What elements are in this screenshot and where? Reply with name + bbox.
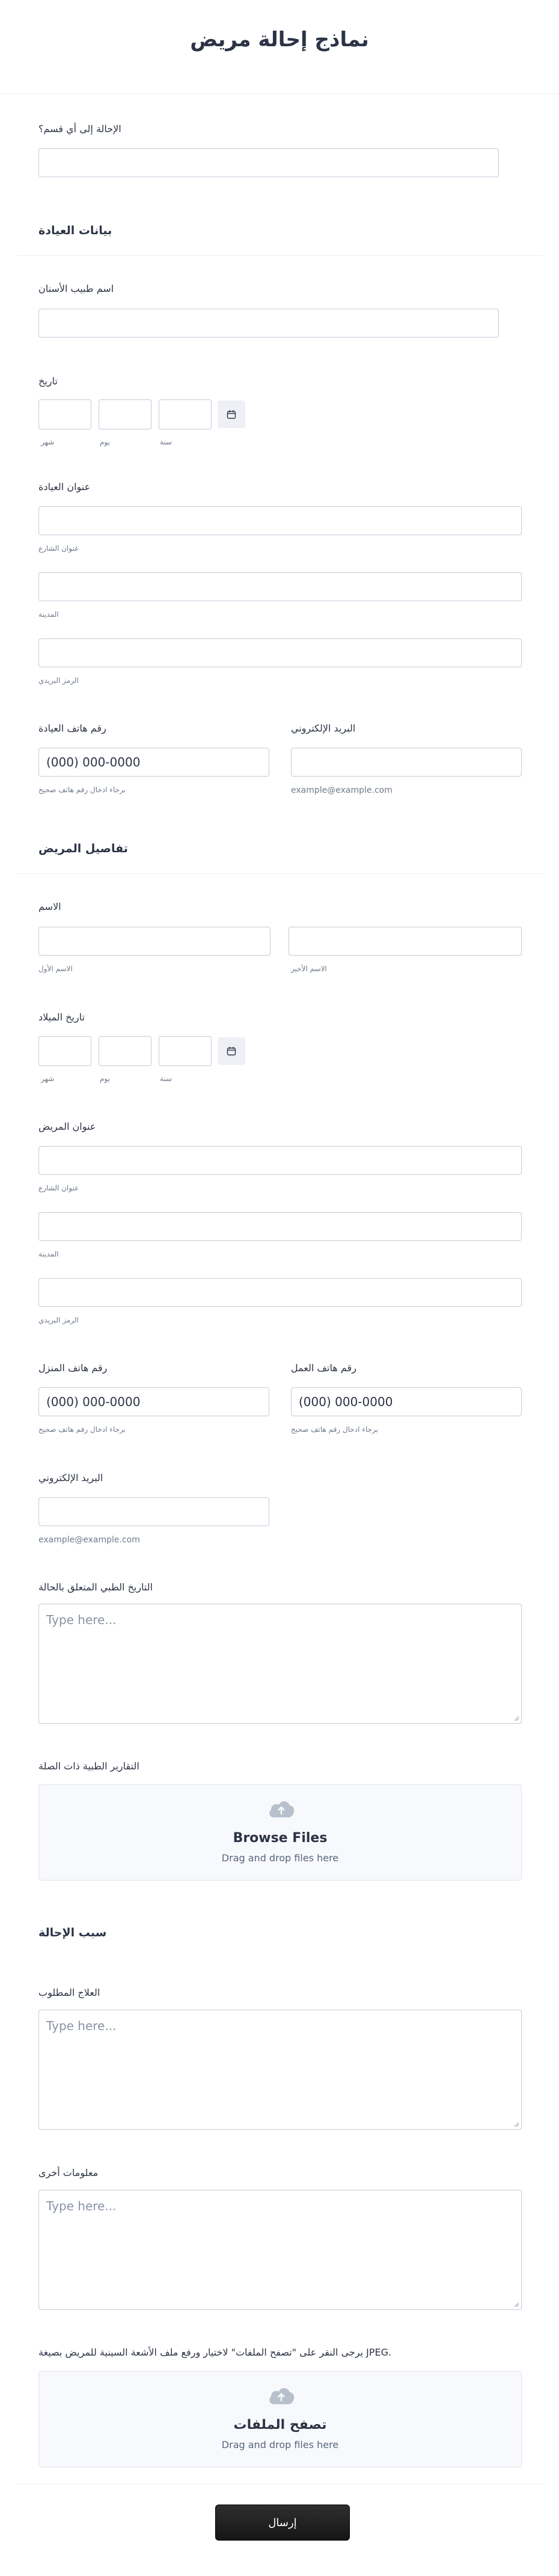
xray-upload-subtitle: Drag and drop files here [221,2439,339,2450]
patient-email-input[interactable] [38,1497,269,1526]
work-phone-sublabel: برجاء ادخال رقم هاتف صحيح [291,1425,378,1434]
patient-section-title: تفاصيل المريض [38,842,128,855]
medical-reports-label: التقارير الطبية ذات الصلة [38,1760,139,1772]
patient-email-label: البريد الإلكتروني [38,1472,103,1483]
medical-reports-upload-title: Browse Files [233,1831,328,1846]
clinic-address-label: عنوان العيادة [38,481,91,492]
referral-to-input[interactable] [38,148,499,177]
other-info-placeholder: Type here... [46,2199,117,2213]
cloud-upload-icon [267,1798,295,1819]
requested-treatment-placeholder: Type here... [46,2019,117,2033]
clinic-date-day-sublabel: يوم [100,438,110,446]
clinic-date-label: تاريخ [38,375,58,387]
clinic-date-month-sublabel: شهر [41,438,55,446]
form-header [0,0,559,94]
medical-reports-upload-subtitle: Drag and drop files here [221,1852,339,1864]
clinic-date-year-sublabel: سنة [160,438,173,446]
clinic-section-title: بيانات العيادة [38,224,112,237]
xray-upload-label: يرجى النقر على "تصفح الملفات" لاختيار ورفع ملف الأشعة السينية للمريض بصيغة JPEG. [38,2347,392,2358]
clinic-date-day-input[interactable] [99,399,151,429]
dob-year-input[interactable] [159,1036,212,1066]
form-title: نماذج إحالة مريض [190,28,369,52]
medical-history-placeholder: Type here... [46,1613,117,1627]
reason-section-title: سبب الإحالة [38,1926,107,1939]
work-phone-input[interactable]: (000) 000-0000 [291,1387,522,1416]
dob-label: تاريخ الميلاد [38,1011,85,1023]
medical-reports-upload[interactable] [38,1784,522,1880]
dob-day-input[interactable] [99,1036,151,1066]
patient-section-divider [17,873,542,874]
other-info-textarea[interactable] [38,2190,522,2310]
patient-email-sublabel: example@example.com [38,1535,140,1545]
cloud-upload-icon [267,2385,295,2405]
patient-zip-sublabel: الرمز البريدي [38,1316,79,1324]
dob-day-sublabel: يوم [100,1074,110,1083]
clinic-email-label: البريد الإلكتروني [291,723,356,734]
patient-first-name-sublabel: الاسم الأول [38,965,73,973]
patient-city-input[interactable] [38,1212,522,1241]
clinic-phone-sublabel: برجاء ادخال رقم هاتف صحيح [38,786,126,794]
clinic-city-input[interactable] [38,572,522,601]
dob-month-sublabel: شهر [41,1074,55,1083]
calendar-icon[interactable] [218,401,245,428]
medical-history-label: التاريخ الطبي المتعلق بالحالة [38,1581,153,1593]
patient-name-label: الاسم [38,901,61,912]
patient-address-label: عنوان المريض [38,1121,96,1132]
clinic-zip-input[interactable] [38,638,522,667]
clinic-zip-sublabel: الرمز البريدي [38,676,79,685]
requested-treatment-label: العلاج المطلوب [38,1987,100,1998]
patient-first-name-input[interactable] [38,927,270,956]
resize-grip-icon[interactable] [514,2302,519,2307]
patient-last-name-sublabel: الاسم الأخير [291,965,327,973]
clinic-city-sublabel: المدينة [38,610,59,619]
medical-history-textarea[interactable] [38,1604,522,1724]
xray-upload[interactable] [38,2371,522,2467]
patient-zip-input[interactable] [38,1278,522,1307]
clinic-street-input[interactable] [38,506,522,535]
clinic-street-sublabel: عنوان الشارع [38,544,79,553]
home-phone-label: رقم هاتف المنزل [38,1362,108,1374]
patient-last-name-input[interactable] [289,927,522,956]
clinic-phone-input[interactable]: (000) 000-0000 [38,748,269,777]
clinic-email-input[interactable] [291,748,522,777]
clinic-date-month-input[interactable] [38,399,91,429]
calendar-icon[interactable] [218,1037,245,1065]
resize-grip-icon[interactable] [514,1716,519,1721]
patient-street-sublabel: عنوان الشارع [38,1184,79,1192]
work-phone-label: رقم هاتف العمل [291,1362,356,1374]
clinic-date-year-input[interactable] [159,399,212,429]
other-info-label: معلومات أخرى [38,2167,99,2178]
clinic-phone-label: رقم هاتف العيادة [38,723,106,734]
dob-year-sublabel: سنة [160,1074,173,1083]
xray-upload-title: تصفح الملفات [233,2417,327,2432]
referral-to-label: الإحالة إلى أي قسم؟ [38,123,121,135]
resize-grip-icon[interactable] [514,2122,519,2127]
dob-month-input[interactable] [38,1036,91,1066]
clinic-section-divider [17,255,542,256]
patient-street-input[interactable] [38,1146,522,1175]
dentist-name-label: اسم طبيب الأسنان [38,283,114,294]
submit-button[interactable]: إرسال [215,2505,350,2541]
dentist-name-input[interactable] [38,309,499,338]
patient-city-sublabel: المدينة [38,1250,59,1258]
home-phone-input[interactable]: (000) 000-0000 [38,1387,269,1416]
clinic-email-sublabel: example@example.com [291,786,393,795]
home-phone-sublabel: برجاء ادخال رقم هاتف صحيح [38,1425,126,1434]
requested-treatment-textarea[interactable] [38,2010,522,2130]
